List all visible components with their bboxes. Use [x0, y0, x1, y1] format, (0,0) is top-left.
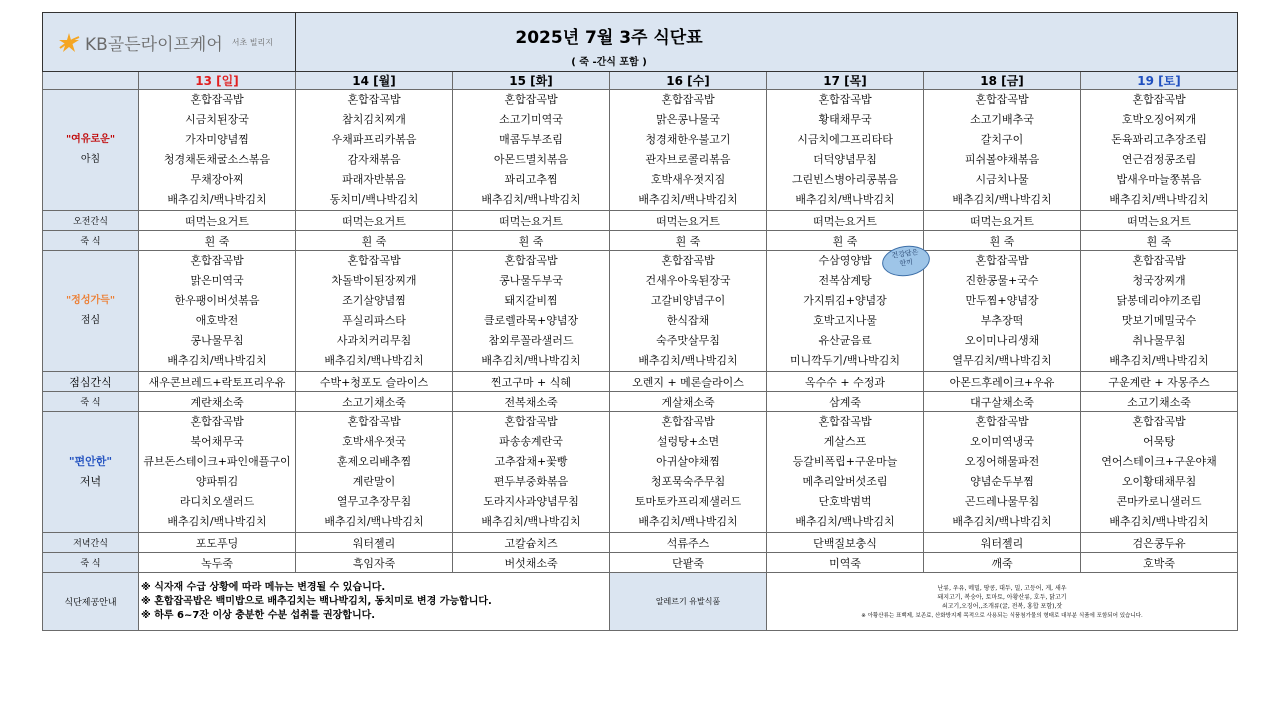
menu-item: 배추김치/백나박김치 [1109, 354, 1209, 367]
menu-item: 혼합잡곡밥 [818, 415, 872, 428]
porridge-row [43, 553, 1238, 573]
menu-item: 건새우아욱된장국 [645, 274, 731, 287]
lunch-title: 점심 [80, 315, 101, 326]
pm_snack-cell: 구운계란 + 자몽주스 [1081, 372, 1238, 392]
menu-item: 혼합잡곡밥 [1132, 254, 1186, 267]
menu-item: 혼합잡곡밥 [661, 254, 715, 267]
menu-item: 혼합잡곡밥 [1132, 93, 1186, 106]
breakfast-cell [139, 90, 296, 211]
menu-item: 배추김치/백나박김치 [952, 193, 1052, 206]
menu-item: 배추김치/백나박김치 [1109, 193, 1209, 206]
allergy-line: 난류, 우유, 메밀, 땅콩, 대두, 밀, 고등어, 게, 새우 [937, 584, 1067, 592]
menu-item: 시금치된장국 [185, 113, 249, 126]
menu-item: 어묵탕 [1143, 435, 1175, 448]
menu-item: 애호박전 [195, 314, 239, 327]
menu-item: 청국장찌개 [1132, 274, 1186, 287]
porridge-label: 죽 식 [43, 392, 139, 412]
breakfast-row [43, 90, 1238, 211]
menu-item: 더덕양념무침 [813, 153, 877, 166]
menu-sheet [42, 12, 1237, 631]
menu-item: 혼합잡곡밥 [818, 93, 872, 106]
menu-item: 혼합잡곡밥 [190, 415, 244, 428]
pm-snack-row [43, 372, 1238, 392]
menu-item: 혼합잡곡밥 [504, 93, 558, 106]
porridge1-cell: 흰 죽 [453, 231, 610, 251]
eve_snack-cell: 석류주스 [610, 533, 767, 553]
menu-item: 시금치나물 [975, 173, 1029, 186]
menu-item: 도라지사과양념무침 [483, 495, 579, 508]
menu-item: 배추김치/백나박김치 [481, 515, 581, 528]
menu-item: 혼합잡곡밥 [661, 415, 715, 428]
menu-item: 조기살양념찜 [342, 294, 406, 307]
dinner-cell [453, 412, 610, 533]
menu-item: 편두부중화볶음 [493, 475, 569, 488]
menu-item: 차돌박이된장찌개 [331, 274, 417, 287]
menu-item: 혼합잡곡밥 [347, 254, 401, 267]
porridge-label: 죽 식 [43, 553, 139, 573]
menu-item: 진한콩물+국수 [965, 274, 1039, 287]
menu-item: 계란말이 [352, 475, 396, 488]
menu-item: 푸실리파스타 [342, 314, 406, 327]
menu-item: 미니깍두기/백나박김치 [790, 354, 900, 367]
day-header: 18 [금] [924, 72, 1081, 90]
menu-item: 오이미나리생채 [964, 334, 1040, 347]
guide-notes [139, 573, 610, 631]
am_snack-cell: 떠먹는요거트 [610, 211, 767, 231]
menu-item: 만두찜+양념장 [965, 294, 1039, 307]
menu-item: 관자브로콜리볶음 [645, 153, 731, 166]
dinner-cell [924, 412, 1081, 533]
menu-item: 열무고추장무침 [336, 495, 412, 508]
menu-item: 호박새우젓국 [342, 435, 406, 448]
dinner-cell [1081, 412, 1238, 533]
menu-item: 배추김치/백나박김치 [952, 515, 1052, 528]
breakfast-cell [1081, 90, 1238, 211]
menu-item: 배추김치/백나박김치 [167, 515, 267, 528]
menu-item: 감자채볶음 [347, 153, 401, 166]
lunch-row [43, 251, 1238, 372]
bubble-line: 건강담은 [891, 248, 919, 260]
menu-item: 설렁탕+소면 [656, 435, 720, 448]
porridge2-cell: 게살채소죽 [610, 392, 767, 412]
title-cell [296, 13, 1238, 72]
day-header: 13 [일] [139, 72, 296, 90]
menu-item: 소고기미역국 [499, 113, 563, 126]
menu-item: 혼합잡곡밥 [347, 93, 401, 106]
porridge2-cell: 소고기채소죽 [296, 392, 453, 412]
menu-item: 맛보기메밀국수 [1121, 314, 1197, 327]
menu-item: 닭봉데리야끼조림 [1116, 294, 1202, 307]
day-header: 15 [화] [453, 72, 610, 90]
menu-item: 전복삼계탕 [818, 274, 872, 287]
porridge1-cell: 흰 죽 [296, 231, 453, 251]
lunch-cell [610, 251, 767, 372]
lunch-label [43, 251, 139, 372]
menu-item: 돈육꽈리고추장조림 [1111, 133, 1207, 146]
menu-item: 혼합잡곡밥 [504, 254, 558, 267]
menu-item: 혼합잡곡밥 [975, 93, 1029, 106]
menu-item: 훈제오리배추찜 [336, 455, 412, 468]
menu-item: 오이미역냉국 [970, 435, 1034, 448]
menu-item: 등갈비폭립+구운마늘 [792, 455, 898, 468]
menu-item: 청포묵숙주무침 [650, 475, 726, 488]
menu-item: 혼합잡곡밥 [661, 93, 715, 106]
porridge2-cell: 계란채소죽 [139, 392, 296, 412]
menu-item: 가지튀김+양념장 [803, 294, 887, 307]
allergy-info [767, 573, 1238, 631]
allergy-label: 알레르기 유발식품 [610, 573, 767, 631]
menu-item: 아몬드멸치볶음 [493, 153, 569, 166]
am_snack-cell: 떠먹는요거트 [924, 211, 1081, 231]
guide-note: ※ 혼합잡곡밥은 백미밥으로 배추김치는 백나박김치, 동치미로 변경 가능합니다. [141, 595, 492, 607]
eve_snack-cell: 포도푸딩 [139, 533, 296, 553]
guide-note: ※ 식자재 수급 상황에 따라 메뉴는 변경될 수 있습니다. [141, 581, 386, 593]
menu-item: 곤드레나물무침 [964, 495, 1040, 508]
menu-item: 양념순두부찜 [970, 475, 1034, 488]
eve-snack-label: 저녁간식 [43, 533, 139, 553]
eve_snack-cell: 워터젤리 [296, 533, 453, 553]
lunch-cell [296, 251, 453, 372]
breakfast-cell [924, 90, 1081, 211]
menu-item: 청경채한우불고기 [645, 133, 731, 146]
menu-item: 배추김치/백나박김치 [638, 193, 738, 206]
menu-item: 시금치에그프리타타 [797, 133, 893, 146]
menu-item: 배추김치/백나박김치 [638, 354, 738, 367]
porridge1-cell: 흰 죽 [924, 231, 1081, 251]
porridge3-cell: 녹두죽 [139, 553, 296, 573]
eve_snack-cell: 단백질보충식 [767, 533, 924, 553]
allergy-line: ※ 아황산류는 표백제, 보존료, 산화방지제 목적으로 사용되는 식품첨가물의 형태로 대부분 식품에 포함되어 있습니다. [861, 611, 1143, 619]
menu-item: 참외루꼴라샐러드 [488, 334, 574, 347]
menu-item: 유산균음료 [818, 334, 872, 347]
menu-item: 배추김치/백나박김치 [167, 193, 267, 206]
breakfast-title: 아침 [80, 154, 101, 165]
lunch-cell [924, 251, 1081, 372]
menu-item: 갈치구이 [980, 133, 1024, 146]
page-subtitle: ( 죽 -간식 포함 ) [571, 56, 647, 68]
dinner-label [43, 412, 139, 533]
eve_snack-cell: 고칼슘치즈 [453, 533, 610, 553]
porridge1-cell: 흰 죽 [1081, 231, 1238, 251]
menu-item: 배추김치/백나박김치 [1109, 515, 1209, 528]
am-snack-label: 오전간식 [43, 211, 139, 231]
allergy-line: 돼지고기, 복숭아, 토마토, 아황산류, 호두, 닭고기 [937, 593, 1067, 601]
breakfast-cell [453, 90, 610, 211]
am_snack-cell: 떠먹는요거트 [1081, 211, 1238, 231]
menu-item: 그린빈스병아리콩볶음 [791, 173, 899, 186]
porridge3-cell: 버섯채소죽 [453, 553, 610, 573]
day-header: 14 [월] [296, 72, 453, 90]
porridge3-cell: 미역죽 [767, 553, 924, 573]
menu-item: 청경채돈채굴소스볶음 [163, 153, 271, 166]
star-logo-icon [57, 31, 81, 53]
menu-item: 수삼영양밥 [818, 254, 872, 267]
porridge2-cell: 대구살채소죽 [924, 392, 1081, 412]
menu-item: 파송송계란국 [499, 435, 563, 448]
porridge2-cell: 전복채소죽 [453, 392, 610, 412]
menu-item: 피쉬볼야채볶음 [964, 153, 1040, 166]
porridge-label: 죽 식 [43, 231, 139, 251]
menu-item: 파래자반볶음 [342, 173, 406, 186]
menu-item: 고추잡채+꽃빵 [494, 455, 568, 468]
menu-item: 사과치커리무침 [336, 334, 412, 347]
pm-snack-label: 점심간식 [43, 372, 139, 392]
menu-item: 열무김치/백나박김치 [952, 354, 1052, 367]
menu-item: 혼합잡곡밥 [190, 254, 244, 267]
menu-item: 혼합잡곡밥 [975, 254, 1029, 267]
logo-cell [43, 13, 296, 72]
eve-snack-row [43, 533, 1238, 553]
logo [57, 30, 295, 55]
menu-item: 아귀살야채찜 [656, 455, 720, 468]
menu-item: 가자미양념찜 [185, 133, 249, 146]
menu-item: 무채장아찌 [190, 173, 244, 186]
menu-item: 콩나물무침 [190, 334, 244, 347]
menu-item: 북어채무국 [190, 435, 244, 448]
menu-item: 혼합잡곡밥 [190, 93, 244, 106]
menu-item: 양파튀김 [195, 475, 239, 488]
menu-item: 맑은콩나물국 [656, 113, 720, 126]
menu-item: 클로렐라묵+양념장 [483, 314, 579, 327]
dinner-cell [610, 412, 767, 533]
weekly-menu-table [42, 12, 1238, 631]
menu-item: 밥새우마늘쫑볶음 [1116, 173, 1202, 186]
am_snack-cell: 떠먹는요거트 [767, 211, 924, 231]
day-header-row [43, 72, 1238, 90]
menu-item: 배추김치/백나박김치 [481, 354, 581, 367]
menu-item: 매콤두부조림 [499, 133, 563, 146]
dinner-quote: "편안한" [68, 455, 113, 468]
menu-item: 게살스프 [823, 435, 867, 448]
porridge3-cell: 흑임자죽 [296, 553, 453, 573]
pm_snack-cell: 아몬드후레이크+우유 [924, 372, 1081, 392]
pm_snack-cell: 수박+청포도 슬라이스 [296, 372, 453, 392]
menu-item: 배추김치/백나박김치 [481, 193, 581, 206]
menu-item: 맑은미역국 [190, 274, 244, 287]
menu-item: 콩나물두부국 [499, 274, 563, 287]
menu-item: 단호박범벅 [818, 495, 872, 508]
menu-item: 부추장떡 [980, 314, 1024, 327]
menu-item: 라디치오샐러드 [179, 495, 255, 508]
day-header: 16 [수] [610, 72, 767, 90]
dinner-row [43, 412, 1238, 533]
menu-item: 호박고지나물 [813, 314, 877, 327]
guide-label: 식단제공안내 [43, 573, 139, 631]
breakfast-quote: "여유로운" [65, 134, 116, 145]
menu-item: 우채파프리카볶음 [331, 133, 417, 146]
day-header: 19 [토] [1081, 72, 1238, 90]
porridge-row [43, 392, 1238, 412]
page-title: 2025년 7월 3주 식단표 [515, 27, 703, 48]
menu-item: 배추김치/백나박김치 [167, 354, 267, 367]
breakfast-cell [296, 90, 453, 211]
menu-item: 고갈비양념구이 [650, 294, 726, 307]
am-snack-row [43, 211, 1238, 231]
menu-item: 연어스테이크+구운야채 [1101, 455, 1217, 468]
menu-item: 한우팽이버섯볶음 [174, 294, 260, 307]
menu-item: 배추김치/백나박김치 [324, 515, 424, 528]
lunch-cell [1081, 251, 1238, 372]
menu-item: 꽈리고추찜 [504, 173, 558, 186]
menu-item: 호박새우젓지짐 [650, 173, 726, 186]
porridge1-cell: 흰 죽 [767, 231, 924, 251]
menu-item: 연근검정콩조림 [1121, 153, 1197, 166]
menu-item: 호박오징어찌개 [1121, 113, 1197, 126]
menu-item: 혼합잡곡밥 [1132, 415, 1186, 428]
menu-item: 오이황태채무침 [1121, 475, 1197, 488]
guide-row [43, 573, 1238, 631]
porridge1-cell: 흰 죽 [139, 231, 296, 251]
logo-brand: KB골든라이프케어 [85, 34, 223, 55]
menu-item: 혼합잡곡밥 [504, 415, 558, 428]
porridge2-cell: 소고기채소죽 [1081, 392, 1238, 412]
menu-item: 혼합잡곡밥 [347, 415, 401, 428]
corner-cell [43, 72, 139, 90]
menu-item: 배추김치/백나박김치 [795, 515, 895, 528]
menu-item: 오징어해물파전 [964, 455, 1040, 468]
menu-item: 소고기배추국 [970, 113, 1034, 126]
menu-item: 돼지갈비찜 [504, 294, 558, 307]
porridge3-cell: 호박죽 [1081, 553, 1238, 573]
logo-sub: 서초 빌리지 [231, 37, 273, 47]
menu-item: 배추김치/백나박김치 [324, 354, 424, 367]
dinner-title: 저녁 [79, 475, 102, 488]
menu-item: 혼합잡곡밥 [975, 415, 1029, 428]
breakfast-cell [610, 90, 767, 211]
porridge2-cell: 삼계죽 [767, 392, 924, 412]
am_snack-cell: 떠먹는요거트 [139, 211, 296, 231]
dinner-cell [767, 412, 924, 533]
menu-item: 취나물무침 [1132, 334, 1186, 347]
lunch-cell [139, 251, 296, 372]
menu-item: 황태채무국 [818, 113, 872, 126]
menu-item: 동치미/백나박김치 [329, 193, 419, 206]
menu-item: 배추김치/백나박김치 [638, 515, 738, 528]
menu-item: 한식잡채 [666, 314, 710, 327]
am_snack-cell: 떠먹는요거트 [296, 211, 453, 231]
porridge3-cell: 깨죽 [924, 553, 1081, 573]
pm_snack-cell: 옥수수 + 수정과 [767, 372, 924, 392]
guide-note: ※ 하루 6~7잔 이상 충분한 수분 섭취를 권장합니다. [141, 609, 376, 621]
am_snack-cell: 떠먹는요거트 [453, 211, 610, 231]
day-header: 17 [목] [767, 72, 924, 90]
menu-item: 토마토카프리제샐러드 [634, 495, 742, 508]
porridge3-cell: 단팥죽 [610, 553, 767, 573]
allergy-line: 쇠고기,오징어,,조개류(굴, 전복, 홍합 포함),잣 [941, 602, 1063, 610]
porridge1-cell: 흰 죽 [610, 231, 767, 251]
pm_snack-cell: 찐고구마 + 식혜 [453, 372, 610, 392]
menu-item: 큐브돈스테이크+파인애플구이 [143, 455, 291, 468]
lunch-quote: "정성가득" [65, 295, 116, 306]
pm_snack-cell: 오렌지 + 메론슬라이스 [610, 372, 767, 392]
menu-item: 배추김치/백나박김치 [795, 193, 895, 206]
breakfast-cell [767, 90, 924, 211]
bubble-line: 한끼 [899, 258, 914, 268]
menu-item: 콘마카로니샐러드 [1116, 495, 1202, 508]
menu-item: 참치김치찌개 [342, 113, 406, 126]
eve_snack-cell: 워터젤리 [924, 533, 1081, 553]
menu-item: 숙주맛살무침 [656, 334, 720, 347]
pm_snack-cell: 새우콘브레드+락토프리우유 [139, 372, 296, 392]
menu-item: 메추리알버섯조림 [802, 475, 888, 488]
porridge-row [43, 231, 1238, 251]
lunch-cell [453, 251, 610, 372]
dinner-cell [296, 412, 453, 533]
eve_snack-cell: 검은콩두유 [1081, 533, 1238, 553]
dinner-cell [139, 412, 296, 533]
breakfast-label [43, 90, 139, 211]
